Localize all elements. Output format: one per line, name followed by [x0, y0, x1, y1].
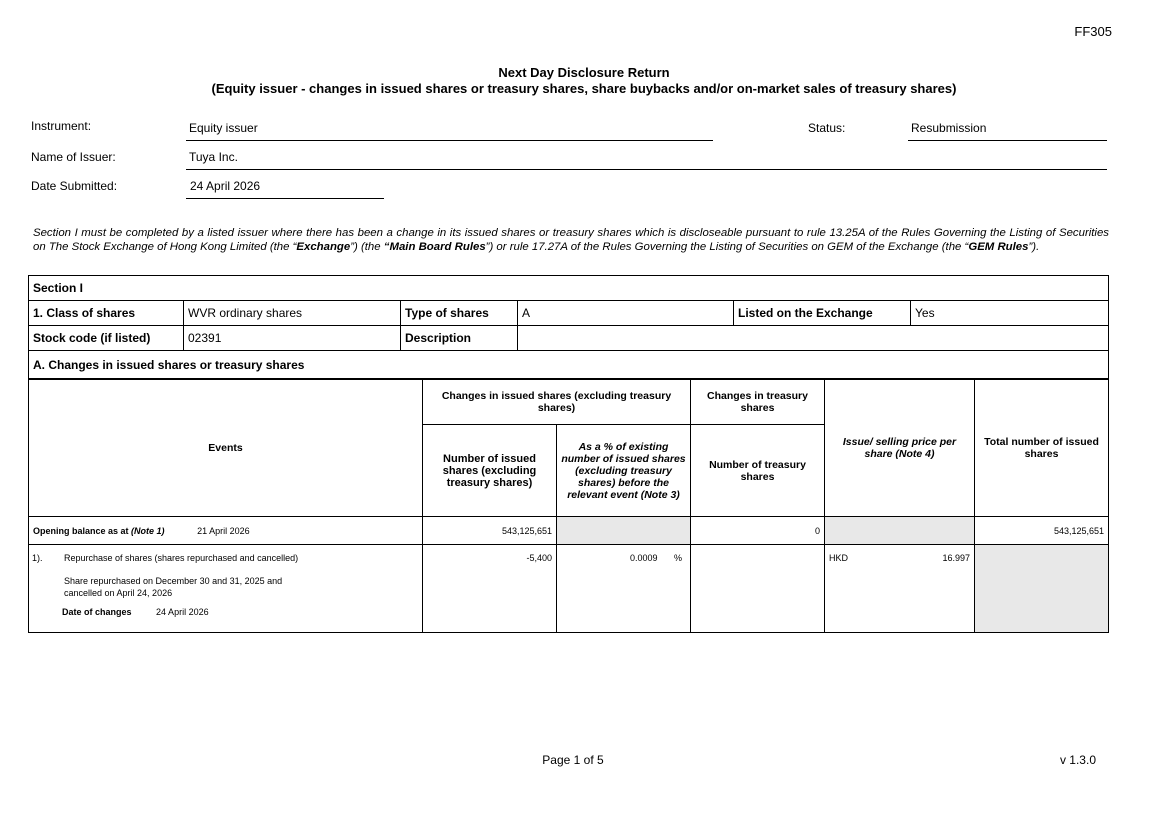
- type-of-shares-label: Type of shares: [401, 301, 518, 326]
- stock-code-value: 02391: [184, 326, 401, 351]
- intro-exchange: Exchange: [296, 241, 351, 253]
- opening-price-shaded: [825, 517, 975, 545]
- issuer-value: Tuya Inc.: [189, 150, 238, 164]
- intro-main-board: “Main Board Rules: [383, 241, 486, 253]
- changes-table: [28, 379, 1109, 633]
- opening-date: 21 April 2026: [197, 525, 250, 536]
- page-number: Page 1 of 5: [542, 753, 604, 767]
- event-1-pct-unit: %: [673, 553, 682, 563]
- num-treasury-header: Number of treasury shares: [691, 425, 825, 517]
- event-1-price: 16.997: [942, 553, 970, 563]
- intro-text-2: ”) (the: [350, 241, 384, 253]
- opening-note: (Note 1): [131, 525, 165, 536]
- num-issued-header: Number of issued shares (excluding treasury shares): [423, 425, 557, 517]
- event-1-date: 24 April 2026: [156, 607, 209, 617]
- type-of-shares-value: A: [518, 301, 734, 326]
- date-submitted-label: Date Submitted:: [31, 179, 118, 193]
- event-1-pct-cell: [557, 545, 691, 633]
- version-label: v 1.3.0: [1059, 753, 1096, 767]
- event-1-treasury: [691, 545, 825, 633]
- section-i-title: Section I: [29, 276, 1109, 301]
- subsection-a-title: A. Changes in issued shares or treasury shares: [29, 351, 1109, 379]
- opening-issued: 543,125,651: [423, 517, 557, 545]
- opening-balance-cell: [29, 517, 423, 545]
- status-label: Status:: [808, 121, 846, 135]
- form-code: FF305: [1074, 24, 1112, 39]
- section-intro: [33, 226, 1109, 254]
- intro-text-1: Section I must be completed by a listed issuer where there has been a change in its issued shares or treasury shares which is discloseable pursuant to rule 13.25A of the Rules Governing the Listing of Securities on The Stock Exchange of Hong Kong Limited (the “: [33, 227, 1109, 253]
- event-1-number: 1).: [32, 553, 43, 563]
- document-title: Next Day Disclosure Return: [498, 65, 670, 80]
- instrument-label: Instrument:: [31, 119, 92, 133]
- class-of-shares-value: WVR ordinary shares: [184, 301, 401, 326]
- opening-treasury: 0: [691, 517, 825, 545]
- instrument-value: Equity issuer: [189, 121, 258, 135]
- opening-label: Opening balance as at: [33, 525, 129, 536]
- listed-value: Yes: [911, 301, 1109, 326]
- event-1-description: Share repurchased on December 30 and 31, 2025 and cancelled on April 24, 2026: [64, 576, 283, 598]
- event-1-currency: HKD: [829, 553, 849, 563]
- event-1-date-label: Date of changes: [62, 607, 132, 617]
- date-submitted-value: 24 April 2026: [190, 179, 261, 193]
- issuer-field: [186, 150, 1107, 170]
- description-value: [518, 326, 1109, 351]
- class-of-shares-label: 1. Class of shares: [29, 301, 184, 326]
- event-1-price-cell: [825, 545, 975, 633]
- event-1-issued: -5,400: [423, 545, 557, 633]
- opening-balance-row: [29, 517, 1109, 545]
- total-header: Total number of issued shares: [975, 380, 1109, 517]
- price-header: Issue/ selling price per share (Note 4): [825, 380, 975, 517]
- event-1-cell: [29, 545, 423, 633]
- opening-pct-shaded: [557, 517, 691, 545]
- event-1-pct: 0.0009: [629, 553, 658, 563]
- issuer-label: Name of Issuer:: [31, 150, 116, 164]
- description-label: Description: [401, 326, 518, 351]
- treasury-group-header: Changes in treasury shares: [691, 380, 825, 425]
- instrument-field: [186, 121, 713, 141]
- listed-label: Listed on the Exchange: [734, 301, 911, 326]
- intro-text-4: ”).: [1028, 241, 1040, 253]
- opening-total: 543,125,651: [975, 517, 1109, 545]
- event-1-total-shaded: [975, 545, 1109, 633]
- status-value: Resubmission: [911, 121, 987, 135]
- issued-group-header: Changes in issued shares (excluding treasury shares): [423, 380, 691, 425]
- document-subtitle: (Equity issuer - changes in issued shares or treasury shares, share buybacks and/or on-market sales of treasury shares): [211, 81, 957, 96]
- pct-header: As a % of existing number of issued shares (excluding treasury shares) before the relevant event (Note 3): [557, 425, 691, 517]
- intro-text-3: ”) or rule 17.27A of the Rules Governing the Listing of Securities on GEM of the Exchange (the “: [485, 241, 969, 253]
- section-i-table: [28, 275, 1109, 379]
- event-row-1: [29, 545, 1109, 633]
- events-header: Events: [29, 380, 423, 517]
- intro-gem: GEM Rules: [968, 241, 1029, 253]
- status-field: [908, 121, 1107, 141]
- event-1-title: Repurchase of shares (shares repurchased and cancelled): [64, 553, 299, 563]
- stock-code-label: Stock code (if listed): [29, 326, 184, 351]
- date-submitted-field: [186, 179, 384, 199]
